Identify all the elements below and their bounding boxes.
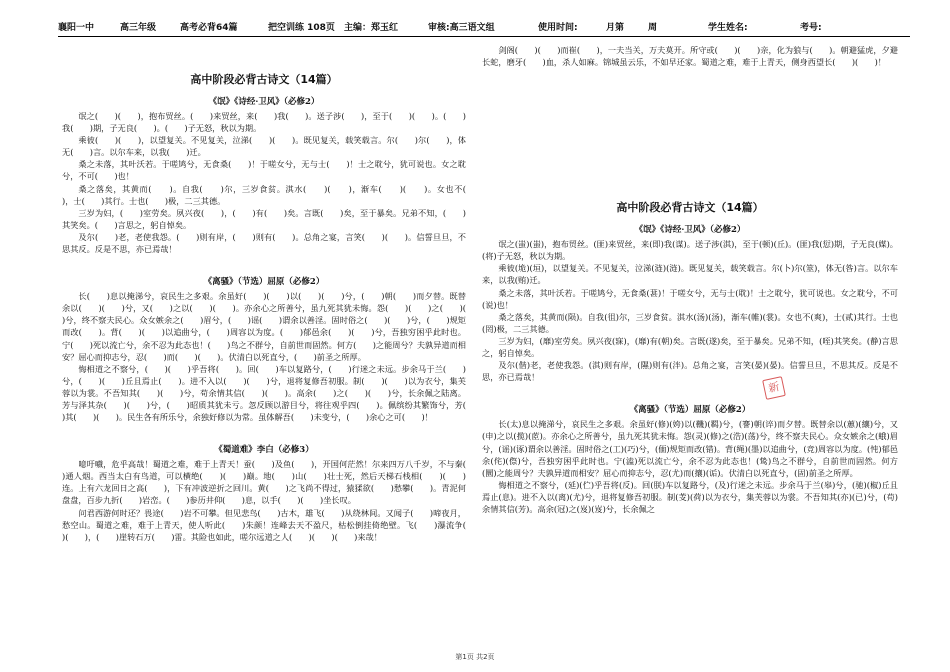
subject-label: 高考必背64篇 bbox=[180, 23, 238, 33]
mang-paragraph: 乘彼( )( )，以望复关。不见复关，泣涕( )( )。既见复关，载笑载言。尔( )尔( )，体无( )言。以尔车来，以我( )迁。 bbox=[62, 135, 466, 158]
lisao-answer-section-title: 《离骚》（节选）屈原（必修2） bbox=[629, 405, 751, 416]
grade-label: 高三年级 bbox=[120, 23, 157, 33]
right-page-title: 高中阶段必背古诗文（14篇） bbox=[616, 201, 764, 215]
editor-label: 主编：郑玉红 bbox=[344, 23, 399, 33]
school-name: 襄阳一中 bbox=[58, 23, 95, 33]
mang-answer-paragraph: 桑之未落，其叶沃若。于嗟鸠兮，无食桑(葚)！于嗟女兮，无与士(耽)！士之耽兮，犹可说也。女之耽兮，不可(说)也！ bbox=[482, 287, 898, 310]
stamp-seal: 新 bbox=[762, 376, 786, 400]
shudaonan-paragraph: 问君西游何时还？畏途( )岩不可攀。但见悲鸟( )古木，雄飞( )从绕林间。又闻子( )啼夜月，愁空山。蜀道之难，难于上青天，使人听此( )朱颜！连峰去天不盈尺，枯松倒挂倚绝壁。飞( )瀑流争( )( )，( )崖转石万( )雷。其险也如此，嗟尔远道之人( )( )( )来哉！ bbox=[62, 507, 483, 542]
shudaonan-continued-paragraph: 剑阁( )( )而崔( )，一夫当关，万夫莫开。所守或( )( )亲，化为狼与( )。朝避猛虎，夕避长蛇，磨牙( )血，杀人如麻。锦城虽云乐，不如早还家。蜀道之难，难于上青天，侧身西望长( )( )！ bbox=[482, 45, 898, 68]
mang-paragraph: 桑之未落，其叶沃若。于嗟鸠兮，无食桑( )！于嗟女兮，无与士( )！士之耽兮，犹可说也。女之耽兮，不可( )也！ bbox=[62, 159, 466, 182]
left-column bbox=[62, 44, 483, 543]
mang-answer-paragraph: 及尔(偕)老，老使我怨。(淇)则有岸，(隰)则有(泮)。总角之宴，言笑(晏)(晏)。信誓旦旦，不思其反。反是不思，亦已焉哉！ bbox=[482, 360, 898, 383]
exam-number-label: 考号: bbox=[800, 23, 822, 33]
shudaonan-paragraph: 噫吁嚱，危乎高哉！蜀道之难，难于上青天！蚕( )及鱼( )，开国何茫然！尔来四万八千岁，不与秦( )通人烟。西当太白有鸟道，可以横绝( )( )巅。地( )山( )壮士死，然后天梯石栈相( )( )连。上有六龙回日之高( )，下有冲波逆折之回川。黄( )之飞尚不得过，猿猱欲( )愁攀( )。青泥何盘盘，百步九折( )岩峦。( )参历井仰( )息，以手( )( )坐长叹。 bbox=[62, 459, 483, 506]
shudaonan-section-title: 《蜀道难》李白（必修3） bbox=[214, 445, 314, 456]
student-name-label: 学生姓名: bbox=[708, 23, 748, 33]
header-rule bbox=[58, 36, 910, 37]
lisao-answer-paragraph: 悔相道之不察兮，(延)(伫)乎吾将(反)。回(朕)车以复路兮，(及)行迷之未远。步余马于兰(皋)兮，(驰)(椒)丘且焉止(息)。进不入以(离)(尤)兮，退将复修吾初服。制(芰)(荷)以为衣兮，集芙蓉以为裳。不吾知其(亦)(已)兮，(苟)余情其信(芳)。高余(冠)之(岌)(岌)兮，长余佩之 bbox=[482, 479, 898, 514]
lisao-answer-paragraph: 长(太)息以掩涕兮，哀民生之多艰。余虽好(修)(姱)以(鞿)(羁)兮，(謇)朝(谇)而夕替。既替余以(蕙)(纕)兮，又(申)之以(揽)(茝)。亦余心之所善兮，虽九死其犹未悔。怨(灵)(修)之(浩)(荡)兮，终不察夫民心。众女嫉余之(蛾)眉兮，(谣)(诼)谓余以善淫。固时俗之(工)(巧)兮，(偭)规矩而改(错)。背(绳)(墨)以追曲兮，(竞)周容以为度。(忳)郁邑余(侘)(傺)兮，吾独穷困乎此时也。宁(溘)死以流亡兮，余不忍为此态也！(鸷)鸟之不群兮，自前世而固然。何方(圜)之能周兮？夫孰异道而相安？屈心而抑志兮，忍(尤)而(攘)(诟)。伏清白以死直兮，(固)前圣之所厚。 bbox=[482, 419, 898, 478]
mang-paragraph: 桑之落矣，其黄而( )。自我( )尔，三岁食贫。淇水( )( )，渐车( )( )。女也不( )，士( )其行。士也( )极，二三其德。 bbox=[62, 183, 483, 206]
mang-answer-paragraph: 氓之(蚩)(蚩)，抱布贸丝。(匪)来贸丝，来(即)我(谋)。送子涉(淇)，至于(顿)(丘)。(匪)我(愆)期，子无良(媒)。(将)子无怒，秋以为期。 bbox=[482, 239, 898, 262]
mang-answer-paragraph: 三岁为妇，(靡)室劳矣。夙兴夜(寐)，(靡)有(朝)矣。言既(遂)矣，至于暴矣。兄弟不知，(咥)其笑矣。(静)言思之，躬自悼矣。 bbox=[482, 335, 898, 359]
month-label: 月第 bbox=[606, 23, 625, 33]
lisao-paragraph: 长( )息以掩涕兮，哀民生之多艰。余虽好( )( )以( )( )兮，( )朝( )而夕替。既替余以( )( )兮，又( )之以( )( )。亦余心之所善兮，虽九死其犹未悔。怨( )( )之( )( )兮，终不察夫民心。众女嫉余之( )眉兮，( )谣( )谓余以善淫。固时俗之( )( )兮，( )规矩而改( )。背( )( )以追曲兮，( )周容以为度。( )郁邑余( )( )兮，吾独穷困乎此时也。宁( )死以流亡兮，余不忍为此态也！( )鸟之不群兮，自前世而固然。何方( )之能周兮？夫孰异道而相安？屈心而抑志兮，忍( )而( )( )。伏清白以死直兮，( )前圣之所厚。 bbox=[62, 291, 483, 362]
reviewer-label: 审核:高三语文组 bbox=[428, 23, 495, 33]
mang-answer-paragraph: 桑之落矣，其黄而(陨)。自我(徂)尔，三岁食贫。淇水(汤)(汤)，渐车(帷)(裳)。女也不(爽)，士(贰)其行。士也(罔)极，二三其德。 bbox=[482, 311, 898, 334]
training-label: 把空训练 108页 bbox=[268, 23, 335, 33]
lisao-section-title: 《离骚》（节选）屈原（必修2） bbox=[203, 277, 325, 288]
page-header bbox=[58, 18, 908, 36]
right-column bbox=[482, 44, 898, 515]
page-footer: 第1页 共2页 bbox=[455, 653, 495, 661]
left-page-title: 高中阶段必背古诗文（14篇） bbox=[190, 73, 338, 86]
mang-section-title: 《氓》《诗经·卫风》（必修2） bbox=[208, 97, 320, 107]
mang-paragraph: 氓之( )( )，抱布贸丝。( )来贸丝，来( )我( )。送子涉( )，至于( )( )。( )我( )期，子无良( )。( )子无怒，秋以为期。 bbox=[62, 111, 466, 134]
mang-answer-paragraph: 乘彼(垝)(垣)，以望复关。不见复关，泣涕(涟)(涟)。既见复关，载笑载言。尔(卜)尔(筮)，体无(咎)言。以尔车来，以我(贿)迁。 bbox=[482, 263, 898, 286]
mang-answer-section-title: 《氓》《诗经·卫风》（必修2） bbox=[634, 225, 746, 236]
lisao-paragraph: 悔相道之不察兮，( )( )乎吾将( )。回( )车以复路兮，( )行迷之未远。步余马于兰( )兮，( )( )丘且焉止( )。进不入以( )( )兮，退将复修吾初服。制( )( )以为衣兮，集芙蓉以为裳。不吾知其( )( )兮，苟余情其信( )( )。高余( )之( )( )兮，长余佩之陆离。芳与泽其杂( )( )兮，( )昭质其犹未亏。忽反顾以游目兮，将往观乎四( )。佩缤纷其繁饰兮，芳( )其( )( )。民生各有所乐兮，余独好修以为常。虽体解吾( )未变兮，( )余心之可( )！ bbox=[62, 363, 483, 423]
time-label: 使用时间: bbox=[538, 23, 578, 33]
mang-paragraph: 三岁为妇，( )室劳矣。夙兴夜( )，( )有( )矣。言既( )矣，至于暴矣。兄弟不知，( )其笑矣。( )言思之，躬自悼矣。 bbox=[62, 207, 466, 230]
mang-paragraph: 及尔( )老，老使我怨。( )则有岸，( )则有( )。总角之宴，言笑( )( )。信誓旦旦，不思其反。反是不思，亦已焉哉！ bbox=[62, 231, 466, 255]
week-label: 周 bbox=[648, 23, 658, 33]
